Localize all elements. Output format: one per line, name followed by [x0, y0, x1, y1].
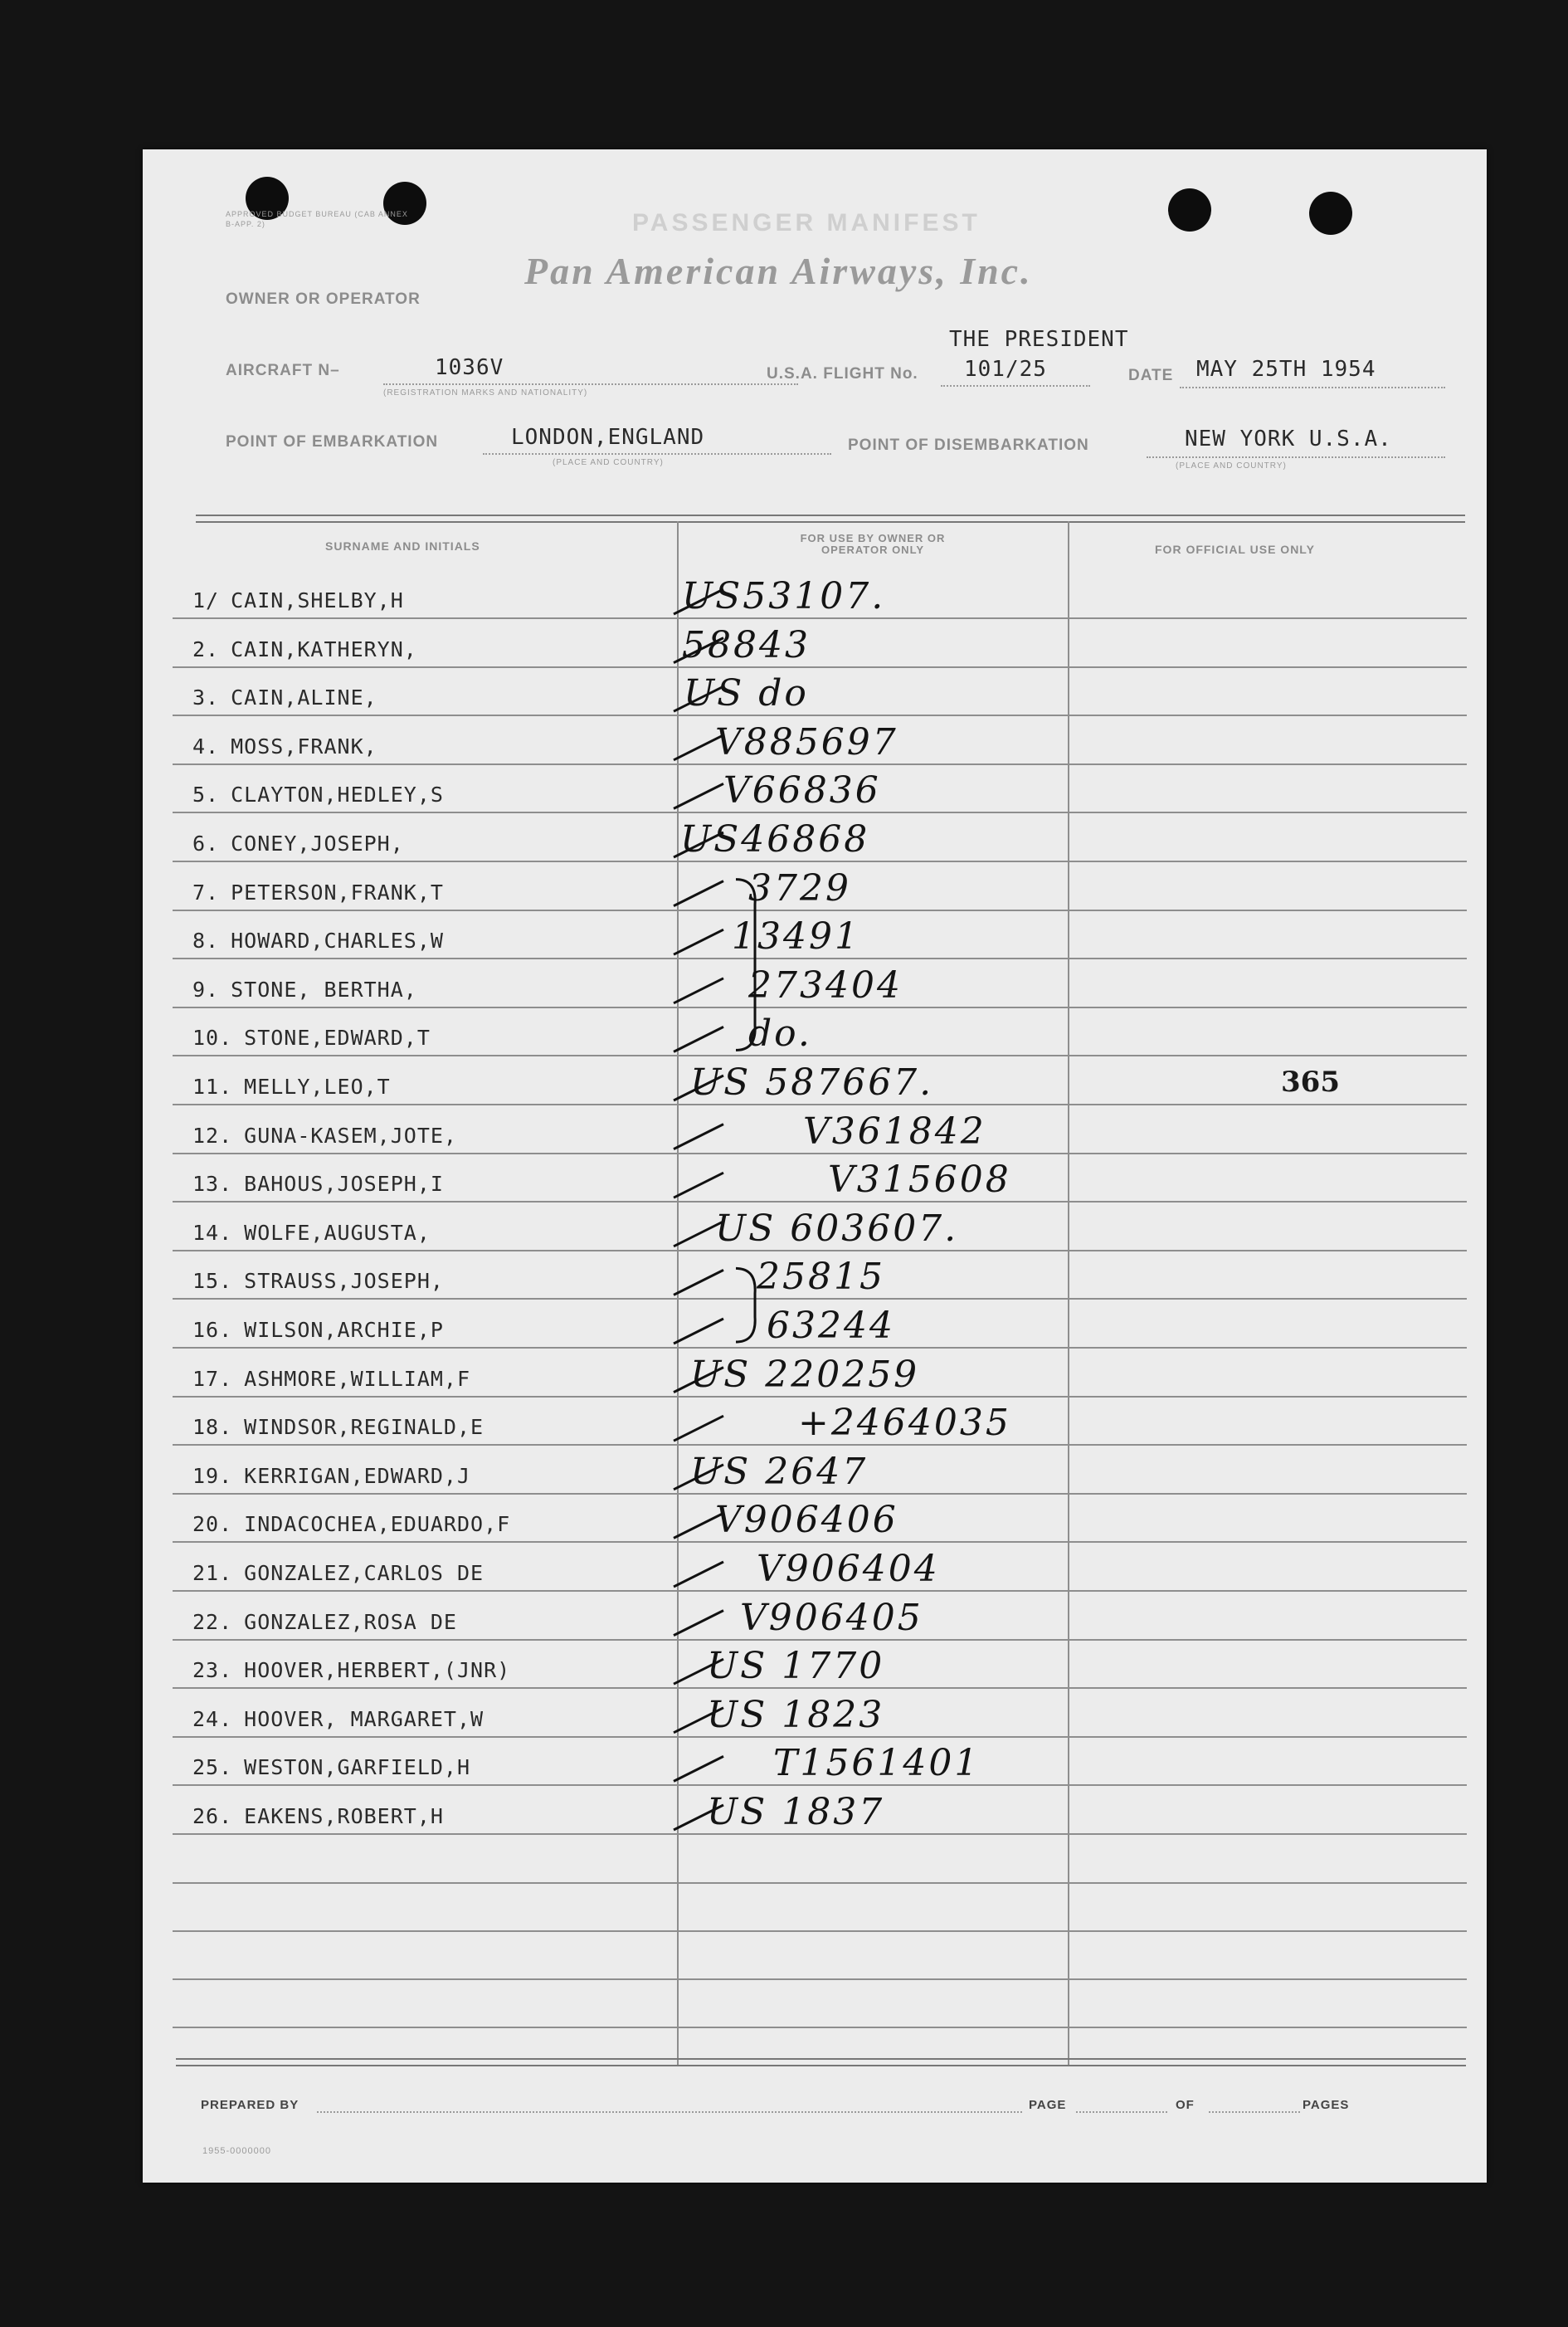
document-number: 25815	[757, 1256, 885, 1299]
passenger-row	[143, 1251, 1487, 1300]
passenger-name	[192, 1367, 470, 1391]
document-number: V906405	[740, 1596, 923, 1639]
passenger-number: 22.	[192, 1609, 233, 1634]
passenger-name-text: STRAUSS,JOSEPH,	[244, 1269, 444, 1294]
passenger-name	[192, 1755, 470, 1779]
passenger-row	[143, 863, 1487, 911]
passenger-name-text: GONZALEZ,ROSA DE	[244, 1609, 457, 1634]
passenger-number: 13.	[192, 1172, 233, 1197]
passenger-name-text: ASHMORE,WILLIAM,F	[244, 1366, 471, 1391]
passenger-number: 12.	[192, 1123, 233, 1148]
document-number: 273404	[748, 963, 903, 1007]
page-label: PAGE	[1029, 2098, 1067, 2112]
pages-label: PAGES	[1303, 2098, 1350, 2112]
passenger-row	[143, 1106, 1487, 1154]
passenger-name-text: STONE, BERTHA,	[231, 977, 417, 1002]
document-number: V906404	[757, 1548, 940, 1590]
owner-label: OWNER OR OPERATOR	[226, 290, 421, 308]
passenger-name	[192, 1512, 510, 1536]
date-value: MAY 25TH 1954	[1196, 357, 1376, 382]
passenger-row	[143, 1300, 1487, 1349]
passenger-name-text: WINDSOR,REGINALD,E	[244, 1415, 485, 1440]
passenger-name	[192, 1561, 484, 1585]
disembarkation-label: POINT OF DISEMBARKATION	[848, 437, 1089, 454]
passenger-name	[192, 1658, 510, 1682]
passenger-row	[143, 571, 1487, 619]
aircraft-sub: (REGISTRATION MARKS AND NATIONALITY)	[383, 388, 588, 398]
document-number: V885697	[715, 720, 898, 763]
passenger-row	[143, 814, 1487, 862]
passenger-name	[192, 1707, 484, 1731]
embarkation-sub: (PLACE AND COUNTRY)	[553, 458, 664, 467]
passenger-number: 23.	[192, 1658, 233, 1683]
document-number: T1561401	[773, 1742, 981, 1785]
passenger-number: 7.	[192, 880, 220, 905]
document-number: 3729	[748, 866, 851, 910]
passenger-name	[192, 1075, 391, 1099]
passenger-name-text: HOOVER, MARGARET,W	[244, 1706, 485, 1731]
passenger-number: 19.	[192, 1463, 233, 1488]
passenger-row	[143, 620, 1487, 668]
passenger-name	[192, 783, 444, 807]
passenger-name-text: WESTON,GARFIELD,H	[244, 1755, 471, 1780]
passenger-number: 21.	[192, 1561, 233, 1585]
document-number: US 2647	[690, 1450, 869, 1493]
passenger-name-text: EAKENS,ROBERT,H	[244, 1804, 444, 1828]
passenger-row	[143, 1787, 1487, 1835]
document-number: +2464035	[798, 1402, 1011, 1445]
passenger-number: 6.	[192, 832, 220, 856]
passenger-name	[192, 734, 377, 759]
document-number: US46868	[680, 818, 870, 861]
approval-note: APPROVED BUDGET BUREAU (CAB ANNEX B-APP. 2)	[226, 210, 408, 228]
passenger-row	[143, 765, 1487, 813]
passenger-number: 1/	[192, 588, 220, 612]
aircraft-label: AIRCRAFT N–	[226, 362, 340, 379]
passenger-row	[143, 1641, 1487, 1689]
passenger-name-text: BAHOUS,JOSEPH,I	[244, 1172, 444, 1197]
passenger-number: 11.	[192, 1075, 233, 1099]
disembarkation-value: NEW YORK U.S.A.	[1185, 427, 1392, 451]
embarkation-value: LONDON,ENGLAND	[511, 425, 705, 450]
disembarkation-sub: (PLACE AND COUNTRY)	[1176, 461, 1287, 471]
passenger-number: 10.	[192, 1026, 233, 1051]
document-number: US 587667.	[690, 1061, 934, 1104]
passenger-name	[192, 1415, 484, 1439]
flight-name: THE PRESIDENT	[949, 327, 1129, 352]
passenger-number: 15.	[192, 1269, 233, 1294]
passenger-name-text: GUNA-KASEM,JOTE,	[244, 1123, 457, 1148]
document-number: US 220259	[690, 1353, 920, 1396]
passenger-name	[192, 588, 404, 612]
passenger-name-text: HOOVER,HERBERT,(JNR)	[244, 1658, 511, 1683]
passenger-name-text: CONEY,JOSEPH,	[231, 832, 404, 856]
passenger-name-text: HOWARD,CHARLES,W	[231, 929, 444, 954]
document-number: US 603607.	[715, 1207, 959, 1250]
passenger-row	[143, 960, 1487, 1008]
passenger-number: 9.	[192, 977, 220, 1002]
empty-row-rule	[173, 1882, 1467, 1884]
official-entry: 365	[1281, 1066, 1340, 1099]
passenger-name	[192, 1026, 431, 1050]
date-label: DATE	[1128, 367, 1174, 384]
passenger-row	[143, 1057, 1487, 1105]
passenger-row	[143, 1495, 1487, 1543]
passenger-name-text: GONZALEZ,CARLOS DE	[244, 1561, 485, 1585]
form-title: PASSENGER MANIFEST	[632, 209, 981, 237]
document-number: US 1770	[707, 1645, 885, 1688]
passenger-row	[143, 911, 1487, 959]
document-number: V66836	[723, 769, 881, 812]
column-header-names: SURNAME AND INITIALS	[325, 539, 480, 553]
passenger-number: 26.	[192, 1804, 233, 1828]
passenger-row	[143, 1593, 1487, 1641]
document-number: 63244	[767, 1305, 895, 1347]
passenger-name-text: WOLFE,AUGUSTA,	[244, 1220, 431, 1245]
passenger-name-text: MELLY,LEO,T	[244, 1075, 391, 1099]
passenger-row	[143, 1349, 1487, 1398]
passenger-name-text: MOSS,FRANK,	[231, 734, 377, 759]
passenger-name	[192, 881, 444, 905]
passenger-number: 16.	[192, 1318, 233, 1342]
flight-label: U.S.A. FLIGHT No.	[767, 365, 918, 383]
passenger-row	[143, 1544, 1487, 1592]
empty-row-rule	[173, 1930, 1467, 1932]
passenger-row	[143, 1154, 1487, 1203]
table-top-rule	[196, 515, 1465, 523]
passenger-name	[192, 1269, 444, 1293]
document-number: V361842	[803, 1110, 986, 1153]
document-number: US do	[684, 672, 809, 715]
document-number: do.	[748, 1012, 812, 1056]
passenger-name-text: CLAYTON,HEDLEY,S	[231, 783, 444, 807]
document-number: V906406	[715, 1499, 898, 1542]
passenger-number: 8.	[192, 929, 220, 954]
passenger-number: 20.	[192, 1512, 233, 1537]
passenger-number: 4.	[192, 734, 220, 759]
passenger-number: 3.	[192, 685, 220, 710]
aircraft-value: 1036V	[435, 355, 504, 380]
document-number: 58843	[682, 623, 811, 666]
passenger-row	[143, 668, 1487, 716]
passenger-row	[143, 1008, 1487, 1056]
empty-row-rule	[173, 1978, 1467, 1980]
passenger-number: 18.	[192, 1415, 233, 1440]
column-header-official: FOR OFFICIAL USE ONLY	[1155, 543, 1315, 556]
passenger-row	[143, 1398, 1487, 1446]
document-number: 13491	[732, 915, 860, 959]
document-number: US 1837	[707, 1791, 885, 1833]
of-label: OF	[1176, 2098, 1195, 2112]
row-rule	[173, 1833, 1467, 1835]
company-name: Pan American Airways, Inc.	[524, 250, 1033, 292]
flight-value: 101/25	[964, 357, 1047, 382]
punch-hole	[1168, 188, 1211, 232]
passenger-name	[192, 929, 444, 953]
column-header-operator: FOR USE BY OWNER OR OPERATOR ONLY	[800, 532, 946, 556]
table-bottom-rule	[176, 2058, 1466, 2066]
passenger-name	[192, 1221, 431, 1245]
passenger-name-text: CAIN,SHELBY,H	[231, 588, 404, 612]
document-number: US53107.	[682, 575, 886, 617]
passenger-name-text: KERRIGAN,EDWARD,J	[244, 1463, 471, 1488]
passenger-number: 5.	[192, 783, 220, 807]
passenger-name	[192, 685, 377, 710]
passenger-row	[143, 1690, 1487, 1738]
passenger-number: 17.	[192, 1366, 233, 1391]
embarkation-label: POINT OF EMBARKATION	[226, 433, 439, 451]
passenger-name	[192, 1804, 444, 1828]
passenger-name	[192, 1172, 444, 1196]
passenger-name	[192, 1318, 444, 1342]
manifest-sheet	[143, 149, 1487, 2183]
passenger-name	[192, 1124, 457, 1148]
document-number: V315608	[828, 1159, 1011, 1202]
document-number: US 1823	[707, 1693, 885, 1736]
prepared-by-label: PREPARED BY	[201, 2098, 299, 2112]
passenger-name	[192, 1464, 470, 1488]
passenger-row	[143, 1203, 1487, 1251]
passenger-name-text: INDACOCHEA,EDUARDO,F	[244, 1512, 511, 1537]
passenger-name-text: CAIN,ALINE,	[231, 685, 377, 710]
passenger-name	[192, 832, 404, 856]
passenger-number: 2.	[192, 637, 220, 661]
empty-row-rule	[173, 2027, 1467, 2028]
passenger-name-text: PETERSON,FRANK,T	[231, 880, 444, 905]
passenger-name	[192, 978, 417, 1002]
passenger-number: 24.	[192, 1706, 233, 1731]
passenger-number: 25.	[192, 1755, 233, 1780]
passenger-name	[192, 637, 417, 661]
passenger-name-text: CAIN,KATHERYN,	[231, 637, 417, 661]
passenger-name	[192, 1610, 457, 1634]
passenger-row	[143, 1738, 1487, 1786]
passenger-row	[143, 1446, 1487, 1495]
punch-hole	[1309, 192, 1352, 235]
form-code: 1955-0000000	[202, 2146, 271, 2156]
passenger-name-text: STONE,EDWARD,T	[244, 1026, 431, 1051]
passenger-number: 14.	[192, 1220, 233, 1245]
passenger-row	[143, 717, 1487, 765]
passenger-name-text: WILSON,ARCHIE,P	[244, 1318, 444, 1342]
